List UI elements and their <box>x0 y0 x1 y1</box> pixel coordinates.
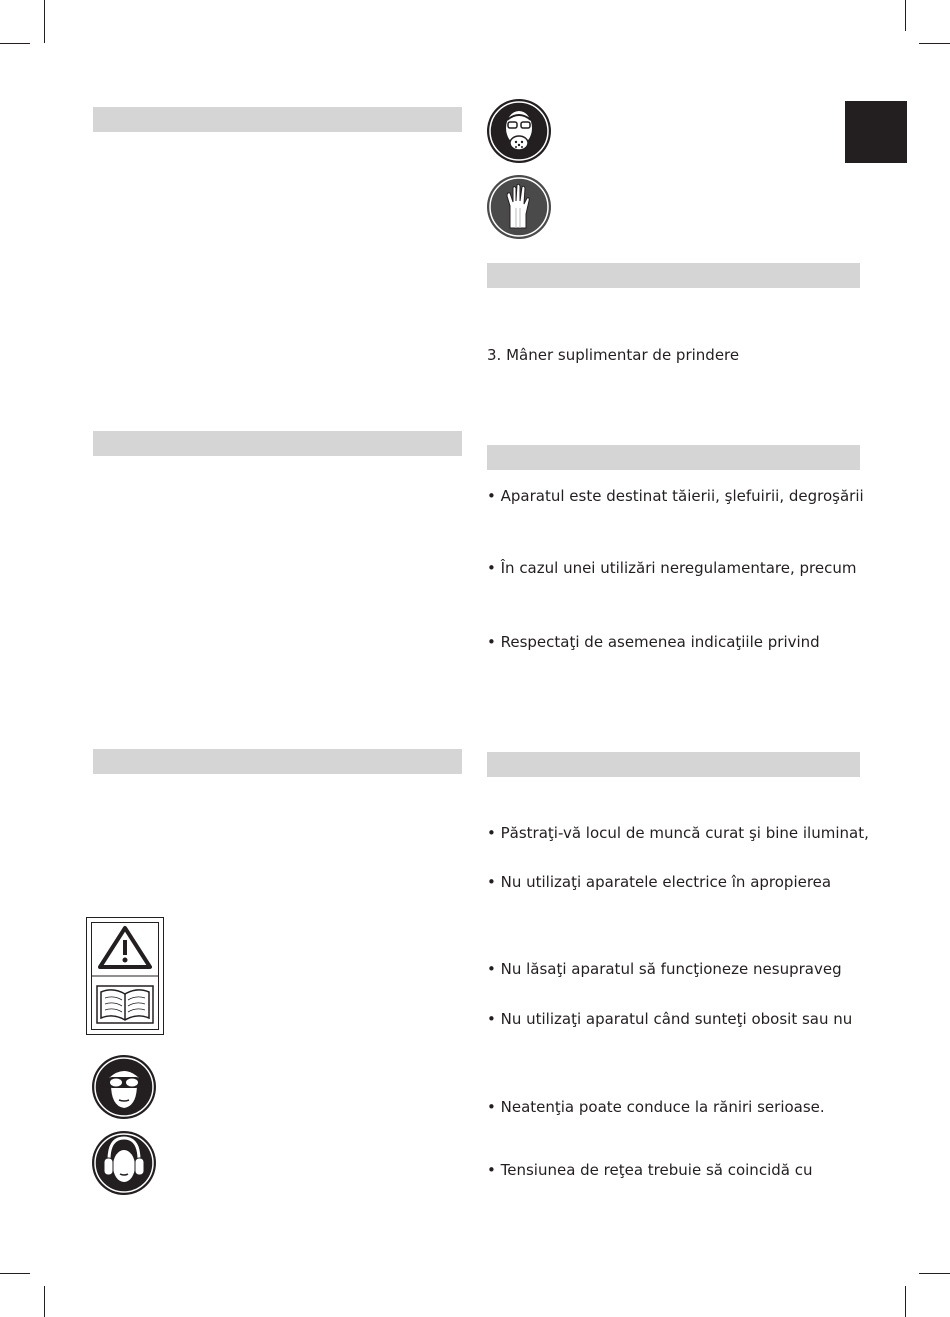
intended-use-bullet: • Respectaţi de asemenea indicaţiile privind <box>487 633 820 651</box>
section-header-bar <box>487 445 860 470</box>
read-manual-icon <box>95 982 155 1026</box>
safety-goggles-icon <box>91 1054 157 1120</box>
respirator-mask-icon <box>486 98 552 164</box>
safety-bullet: • Neatenţia poate conduce la răniri serioase. <box>487 1098 825 1116</box>
crop-mark <box>0 1273 30 1274</box>
safety-bullet: • Nu utilizaţi aparatul când sunteţi obosit sau nu <box>487 1010 853 1028</box>
safety-bullet: • Nu lăsaţi aparatul să funcţioneze nesupraveg <box>487 960 842 978</box>
crop-mark <box>919 1273 950 1274</box>
crop-mark <box>0 43 30 44</box>
safety-bullet: • Păstraţi-vă locul de muncă curat şi bine iluminat, <box>487 824 869 842</box>
warning-triangle-icon <box>97 925 153 971</box>
safety-bullet: • Nu utilizaţi aparatele electrice în apropierea <box>487 873 832 891</box>
language-tab <box>845 101 907 163</box>
section-header-bar <box>93 749 462 774</box>
intended-use-bullet: • Aparatul este destinat tăierii, şlefuirii, degroşării <box>487 487 864 505</box>
crop-mark <box>44 1286 45 1317</box>
section-header-bar <box>93 107 462 132</box>
intended-use-bullet: • În cazul unei utilizări neregulamentare, precum <box>487 559 857 577</box>
safety-bullet: • Tensiunea de reţea trebuie să coincidă cu <box>487 1161 813 1179</box>
crop-mark <box>44 0 45 43</box>
ear-protection-icon <box>91 1130 157 1196</box>
section-header-bar <box>93 431 462 456</box>
parts-list-item: 3. Mâner suplimentar de prindere <box>487 346 740 364</box>
section-header-bar <box>487 263 860 288</box>
protective-gloves-icon <box>486 174 552 240</box>
section-header-bar <box>487 752 860 777</box>
crop-mark <box>905 1286 906 1317</box>
crop-mark <box>905 0 906 31</box>
crop-mark <box>919 43 950 44</box>
